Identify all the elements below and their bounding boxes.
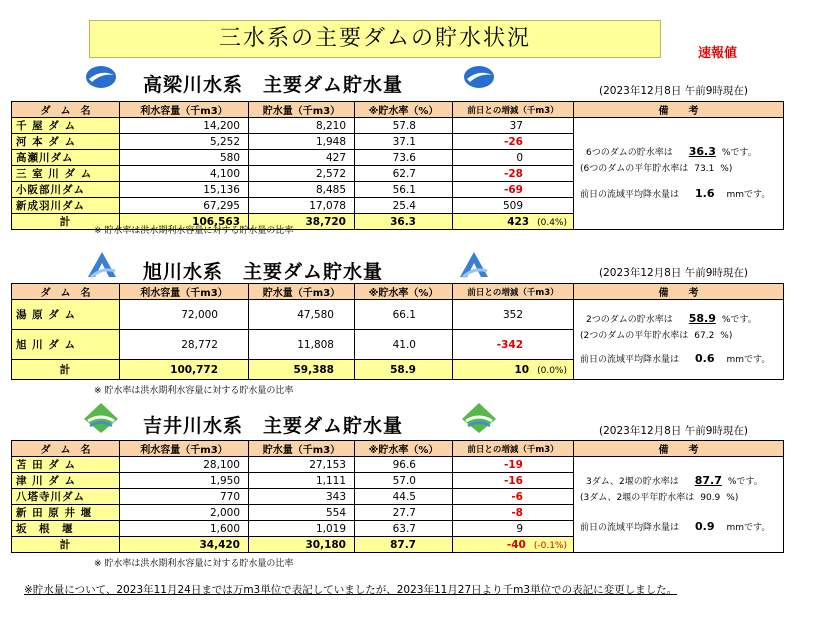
rate-cell: 73.6	[355, 150, 453, 166]
total-change: -40	[506, 538, 526, 551]
table-row	[12, 457, 784, 473]
col-header-remarks: 備 考	[574, 441, 784, 457]
remarks-rain-suffix: mmです。	[726, 522, 771, 533]
rate-cell: 66.1	[355, 300, 453, 330]
total-capacity: 100,772	[120, 360, 249, 380]
change-cell: -28	[453, 166, 574, 182]
rate-cell: 44.5	[355, 489, 453, 505]
as-of-time: (2023年12月8日 午前9時現在)	[599, 85, 748, 97]
remarks-cell	[574, 457, 784, 553]
yoshii-river-logo-icon	[460, 401, 498, 435]
col-header-storage: 貯水量（千m3）	[249, 102, 355, 118]
remarks-rain-label: 前日の流域平均降水量は	[580, 189, 680, 200]
col-header-name: ダ ム 名	[12, 441, 120, 457]
asahi-dam-table	[11, 283, 784, 380]
storage-cell: 2,572	[249, 166, 355, 182]
remarks-cell	[574, 300, 784, 380]
dam-name: 小阪部川ダム	[12, 182, 120, 198]
remarks-normal-suffix: %)	[726, 492, 739, 503]
section-title: 吉井川水系 主要ダム貯水量	[143, 415, 404, 437]
rate-cell: 62.7	[355, 166, 453, 182]
remarks-rate-suffix: %です。	[721, 314, 757, 325]
total-rate: 58.9	[355, 360, 453, 380]
change-cell: 9	[453, 521, 574, 537]
col-header-remarks: 備 考	[574, 284, 784, 300]
dam-name: 坂 根 堰	[12, 521, 120, 537]
rate-note: ※ 貯水率は洪水期利水容量に対する貯水量の比率	[94, 559, 294, 569]
total-rate: 36.3	[355, 214, 453, 230]
storage-cell: 8,485	[249, 182, 355, 198]
total-label: 計	[12, 360, 120, 380]
capacity-cell: 1,600	[120, 521, 249, 537]
storage-cell: 1,019	[249, 521, 355, 537]
capacity-cell: 770	[120, 489, 249, 505]
rate-cell: 57.8	[355, 118, 453, 134]
takahashi-river-logo-icon	[462, 64, 496, 90]
remarks-rain-label: 前日の流域平均降水量は	[580, 522, 680, 533]
page-title: 三水系の主要ダムの貯水状況	[89, 20, 661, 58]
col-header-rate: ※貯水率（%）	[355, 284, 453, 300]
remarks-normal-value: 90.9	[700, 492, 721, 503]
asahi-river-logo-icon	[85, 249, 119, 279]
storage-cell: 27,153	[249, 457, 355, 473]
remarks-normal-value: 67.2	[694, 330, 715, 341]
as-of-time: (2023年12月8日 午前9時現在)	[599, 425, 748, 437]
total-change-percent: (0.0%)	[537, 365, 567, 376]
storage-cell: 554	[249, 505, 355, 521]
change-cell: -19	[453, 457, 574, 473]
remarks-rate-label: 3ダム、2堰の貯水率は	[586, 476, 679, 487]
total-capacity: 106,563	[120, 214, 249, 230]
total-storage: 59,388	[249, 360, 355, 380]
capacity-cell: 2,000	[120, 505, 249, 521]
total-rate: 87.7	[355, 537, 453, 553]
rate-note: ※ 貯水率は洪水期利水容量に対する貯水量の比率	[94, 386, 294, 396]
rate-cell: 41.0	[355, 330, 453, 360]
capacity-cell: 67,295	[120, 198, 249, 214]
change-cell: 509	[453, 198, 574, 214]
col-header-change: 前日との増減（千m3）	[453, 284, 574, 300]
dam-name: 新 田 原 井 堰	[12, 505, 120, 521]
preliminary-label: 速報値	[698, 46, 738, 61]
dam-name: 千 屋 ダ ム	[12, 118, 120, 134]
dam-name: 津 川 ダ ム	[12, 473, 120, 489]
remarks-rain-value: 0.9	[695, 519, 715, 533]
remarks-rate-suffix: %です。	[721, 147, 757, 158]
col-header-capacity: 利水容量（千m3）	[120, 102, 249, 118]
capacity-cell: 4,100	[120, 166, 249, 182]
remarks-normal-label: (3ダム、2堰の平年貯水率は	[580, 492, 695, 503]
change-cell: -16	[453, 473, 574, 489]
dam-name: 苫 田 ダ ム	[12, 457, 120, 473]
col-header-change: 前日との増減（千m3）	[453, 441, 574, 457]
yoshii-river-logo-icon	[82, 401, 120, 435]
remarks-rain-suffix: mmです。	[726, 189, 771, 200]
table-row	[12, 118, 784, 134]
rate-cell: 63.7	[355, 521, 453, 537]
yoshii-dam-table	[11, 440, 784, 553]
total-change: 423	[507, 215, 530, 228]
remarks-rate-value: 87.7	[694, 473, 722, 487]
rate-cell: 96.6	[355, 457, 453, 473]
storage-cell: 47,580	[249, 300, 355, 330]
remarks-rate-suffix: %です。	[727, 476, 763, 487]
change-cell: 0	[453, 150, 574, 166]
remarks-rain-value: 0.6	[695, 351, 715, 365]
capacity-cell: 5,252	[120, 134, 249, 150]
change-cell: 37	[453, 118, 574, 134]
table-row	[12, 300, 784, 330]
total-label: 計	[12, 214, 120, 230]
total-change-cell	[453, 360, 574, 380]
rate-cell: 27.7	[355, 505, 453, 521]
remarks-cell	[574, 118, 784, 230]
change-cell: -6	[453, 489, 574, 505]
change-cell: -69	[453, 182, 574, 198]
as-of-time: (2023年12月8日 午前9時現在)	[599, 267, 748, 279]
dam-name: 旭 川 ダ ム	[12, 330, 120, 360]
remarks-rate-label: 2つのダムの貯水率は	[586, 314, 673, 325]
remarks-normal-value: 73.1	[694, 163, 715, 174]
takahashi-river-logo-icon	[84, 64, 118, 90]
change-cell: -8	[453, 505, 574, 521]
capacity-cell: 15,136	[120, 182, 249, 198]
col-header-change: 前日との増減（千m3）	[453, 102, 574, 118]
remarks-rain-label: 前日の流域平均降水量は	[580, 354, 680, 365]
rate-cell: 25.4	[355, 198, 453, 214]
col-header-storage: 貯水量（千m3）	[249, 441, 355, 457]
remarks-rain-value: 1.6	[695, 186, 715, 200]
change-cell: -342	[453, 330, 574, 360]
col-header-capacity: 利水容量（千m3）	[120, 284, 249, 300]
section-title: 高梁川水系 主要ダム貯水量	[143, 74, 404, 96]
dam-name: 八塔寺川ダム	[12, 489, 120, 505]
capacity-cell: 28,100	[120, 457, 249, 473]
remarks-rate-value: 36.3	[688, 144, 716, 158]
col-header-name: ダ ム 名	[12, 284, 120, 300]
dam-name: 新成羽川ダム	[12, 198, 120, 214]
dam-name: 高瀬川ダム	[12, 150, 120, 166]
storage-cell: 11,808	[249, 330, 355, 360]
col-header-capacity: 利水容量（千m3）	[120, 441, 249, 457]
rate-cell: 37.1	[355, 134, 453, 150]
total-change: 10	[514, 363, 530, 376]
col-header-name: ダ ム 名	[12, 102, 120, 118]
capacity-cell: 14,200	[120, 118, 249, 134]
total-storage: 30,180	[249, 537, 355, 553]
capacity-cell: 1,950	[120, 473, 249, 489]
dam-name: 三 室 川 ダ ム	[12, 166, 120, 182]
dam-name: 湯 原 ダ ム	[12, 300, 120, 330]
storage-cell: 1,111	[249, 473, 355, 489]
storage-cell: 17,078	[249, 198, 355, 214]
col-header-storage: 貯水量（千m3）	[249, 284, 355, 300]
section-title: 旭川水系 主要ダム貯水量	[143, 261, 384, 283]
total-change-cell	[453, 214, 574, 230]
change-cell: -26	[453, 134, 574, 150]
rate-cell: 57.0	[355, 473, 453, 489]
storage-cell: 8,210	[249, 118, 355, 134]
dam-name: 河 本 ダ ム	[12, 134, 120, 150]
col-header-remarks: 備 考	[574, 102, 784, 118]
rate-note: ※ 貯水率は洪水期利水容量に対する貯水量の比率	[94, 226, 294, 236]
change-cell: 352	[453, 300, 574, 330]
remarks-rate-label: 6つのダムの貯水率は	[586, 147, 673, 158]
takahashi-dam-table	[11, 101, 784, 230]
unit-change-footnote: ※貯水量について、2023年11月24日までは万m3単位で表記していましたが、2023年11月27日より千m3単位での表記に変更しました。	[24, 584, 678, 596]
total-label: 計	[12, 537, 120, 553]
asahi-river-logo-icon	[457, 249, 491, 279]
total-storage: 38,720	[249, 214, 355, 230]
total-change-percent: (0.4%)	[537, 217, 567, 228]
remarks-normal-suffix: %)	[720, 163, 733, 174]
remarks-normal-label: (2つのダムの平年貯水率は	[580, 330, 689, 341]
capacity-cell: 28,772	[120, 330, 249, 360]
remarks-normal-suffix: %)	[720, 330, 733, 341]
col-header-rate: ※貯水率（%）	[355, 102, 453, 118]
total-change-percent: (-0.1%)	[533, 540, 567, 551]
capacity-cell: 580	[120, 150, 249, 166]
capacity-cell: 72,000	[120, 300, 249, 330]
col-header-rate: ※貯水率（%）	[355, 441, 453, 457]
total-change-cell	[453, 537, 574, 553]
remarks-rain-suffix: mmです。	[726, 354, 771, 365]
total-capacity: 34,420	[120, 537, 249, 553]
storage-cell: 343	[249, 489, 355, 505]
remarks-normal-label: (6つのダムの平年貯水率は	[580, 163, 689, 174]
rate-cell: 56.1	[355, 182, 453, 198]
storage-cell: 1,948	[249, 134, 355, 150]
remarks-rate-value: 58.9	[688, 311, 716, 325]
storage-cell: 427	[249, 150, 355, 166]
